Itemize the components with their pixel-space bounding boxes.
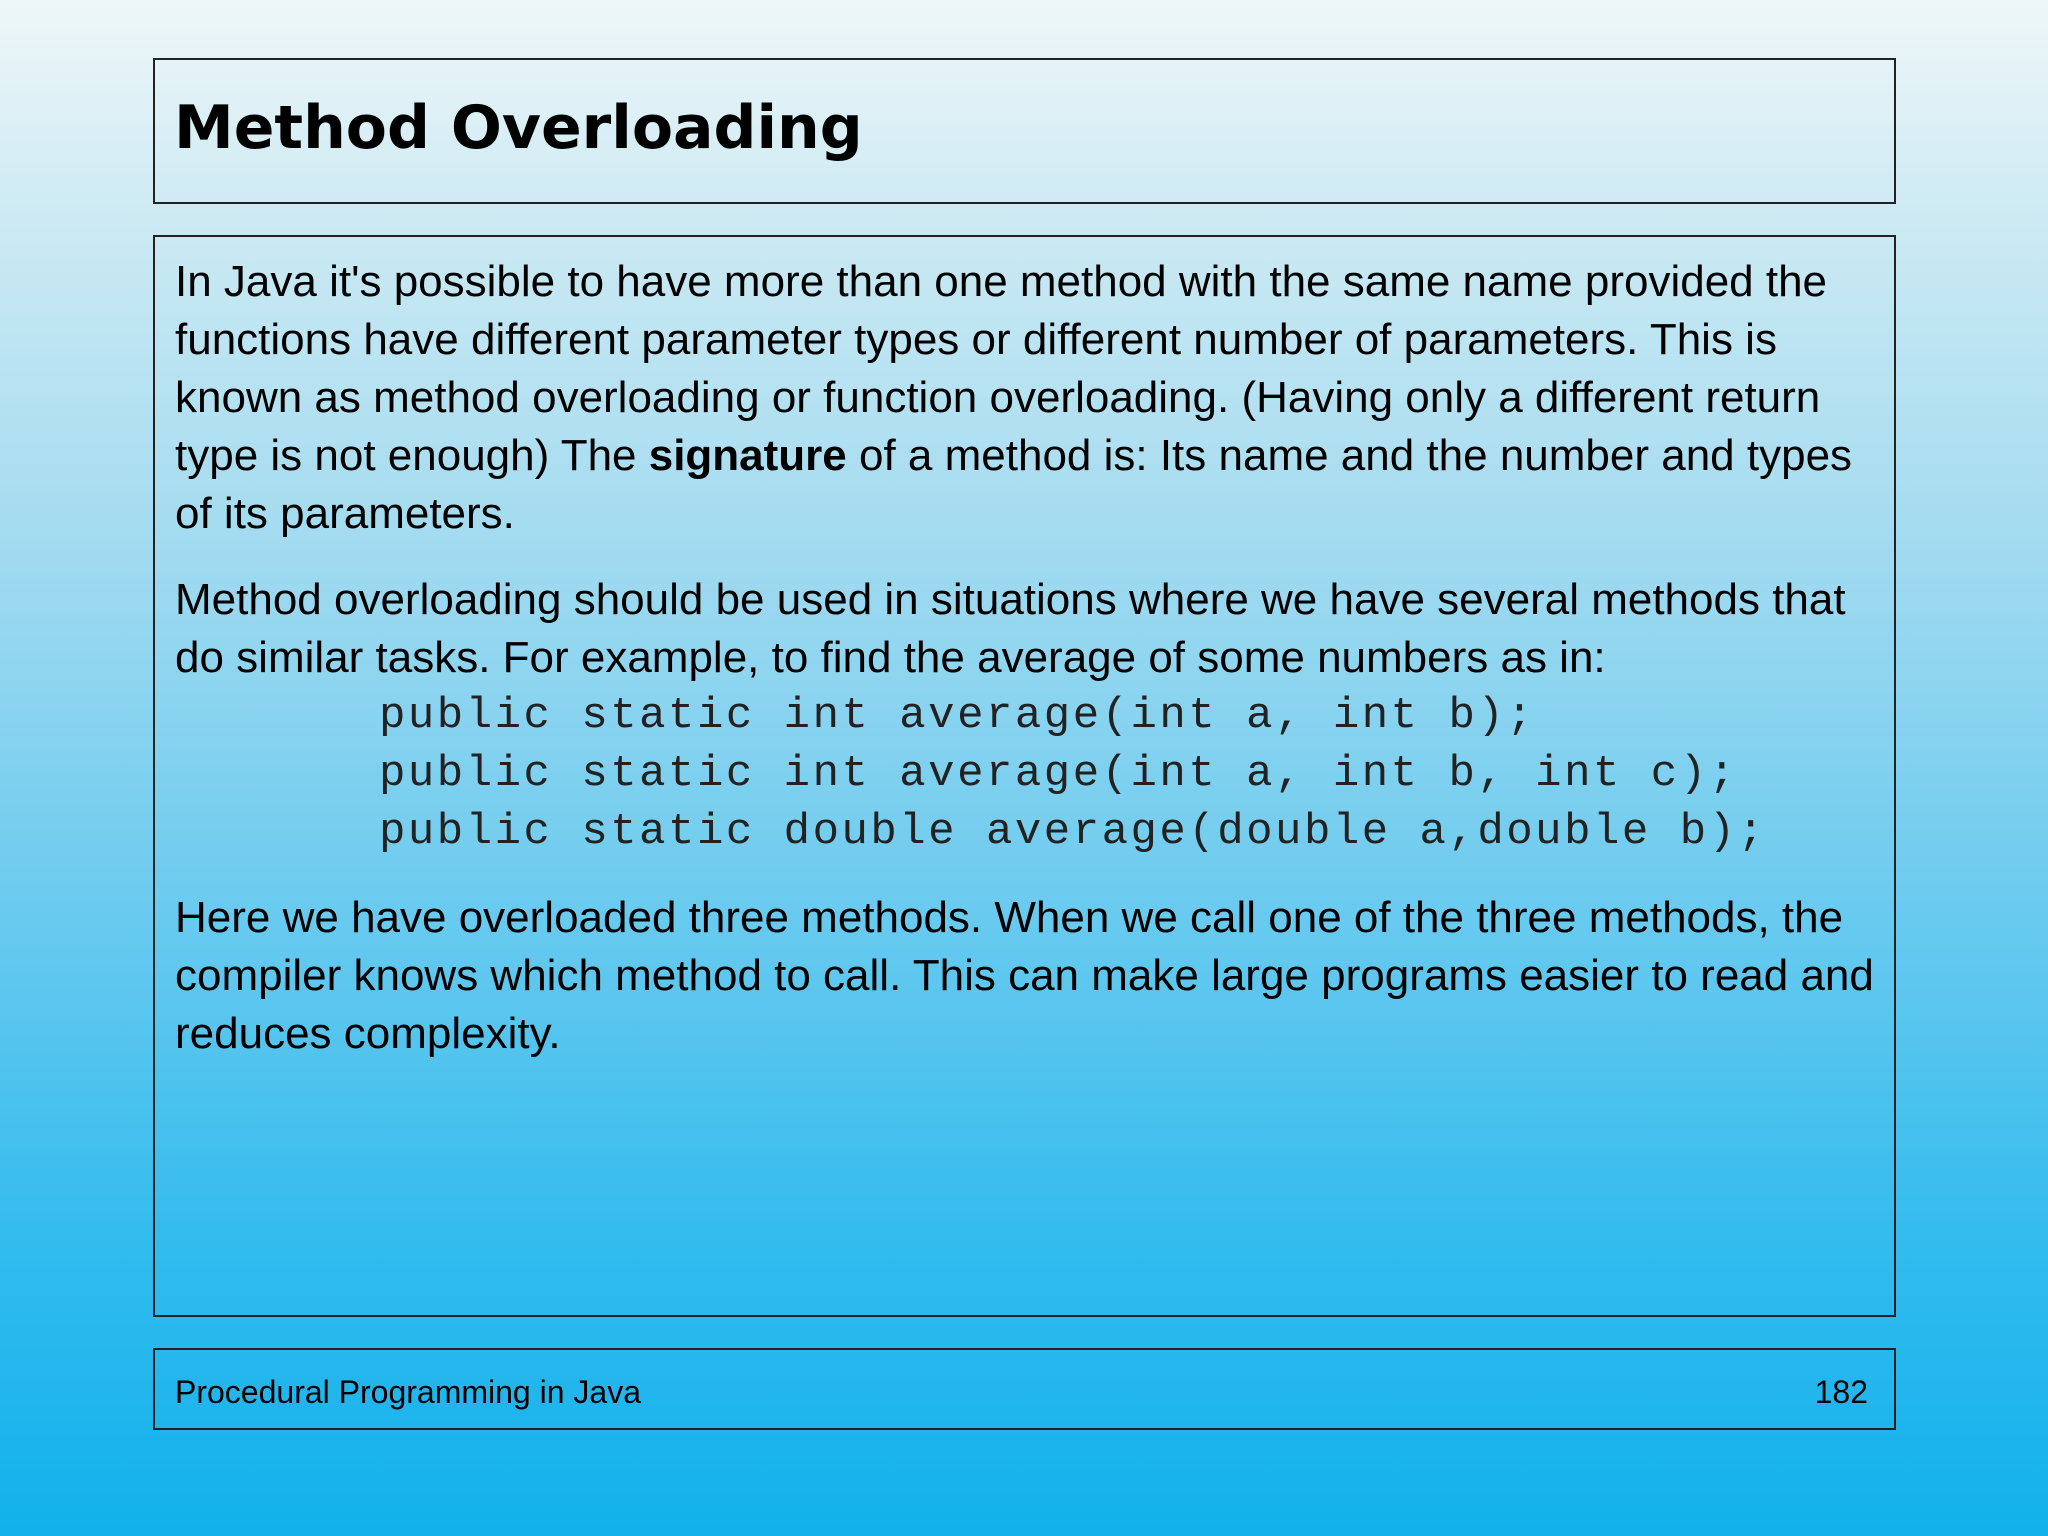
title-box bbox=[153, 58, 1896, 204]
content-box bbox=[153, 235, 1896, 1317]
page-number: 182 bbox=[1814, 1374, 1868, 1410]
code-line: public static int average(int a, int b, int c); bbox=[379, 749, 1738, 799]
paragraph-conclusion: Here we have overloaded three methods. When we call one of the three methods, the compiler knows which method to call. This can make large programs easier to read and reduces complexity. bbox=[175, 893, 1874, 1058]
paragraph-intro bbox=[175, 253, 1875, 543]
slide-title: Method Overloading bbox=[174, 93, 863, 163]
content-body bbox=[175, 253, 1875, 1063]
code-block bbox=[175, 687, 1875, 861]
paragraph-intro-text-end: of a method is: Its name and the number and types of its parameters. bbox=[175, 431, 1853, 538]
footer-box bbox=[153, 1348, 1896, 1430]
code-line: public static double average(double a,double b); bbox=[379, 807, 1767, 857]
signature-term: signature bbox=[648, 431, 847, 480]
footer-course-title: Procedural Programming in Java bbox=[175, 1374, 641, 1410]
paragraph-usage: Method overloading should be used in situations where we have several methods that do similar tasks. For example, to find the average of some numbers as in: bbox=[175, 575, 1846, 682]
paragraph-intro-text: In Java it's possible to have more than one method with the same name provided the functions have different parameter types or different number of parameters. This is known as method overloading or function overloading. (Having only a different return type is not enough) The bbox=[175, 257, 1828, 480]
code-line: public static int average(int a, int b); bbox=[379, 691, 1536, 741]
